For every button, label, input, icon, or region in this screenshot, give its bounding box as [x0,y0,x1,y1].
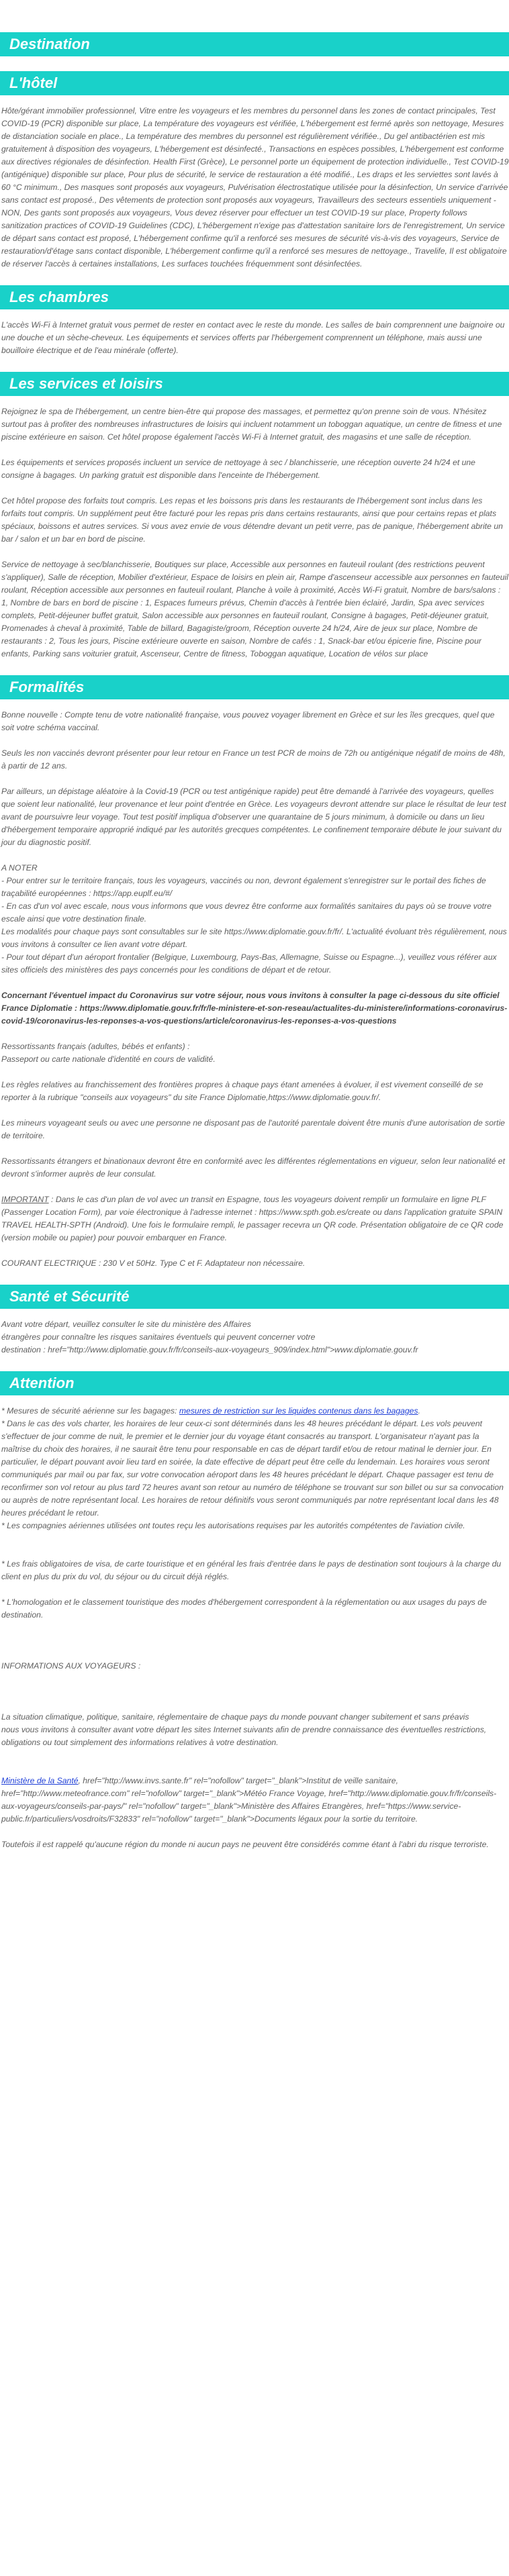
section-health [0,1285,509,1356]
formalities-nationals-documents: Passeport ou carte nationale d'identité en cours de validité. [1,1054,216,1064]
attention-item-1 [1,1405,509,1418]
formalities-border-rules: Les règles relatives au franchissement des frontières propres à chaque pays étant amenées à évoluer, il est vivement conseillé de se reporter à la rubrique "conseils aux voyageurs" du site France Diplomatie,https://www.diplomatie.gouv.fr/. [1,1080,483,1102]
formalities-paragraph-3: Par ailleurs, un dépistage aléatoire à la Covid-19 (PCR ou test antigénique rapide) peut être demandé à l'arrivée des voyageurs, quelles que soient leur nationalité, leur provenance et leur point d'entrée en Grèce. Les voyageurs devront attendre sur place le résultat de leur test avant de poursuivre leur voyage. Tout test positif impliqua d'observer une quarantaine de 5 jours minimum, à domicile ou dans un lieu d'hébergement temporaire approprié indiqué par les autorités grecques compétentes. Le confinement temporaire débute le jour suivant du jour du diagnostic positif. [1,787,506,847]
formalities-paragraph-2: Seuls les non vaccinés devront présenter pour leur retour en France un test PCR de moins de 72h ou antigénique négatif de moins de 48h, à partir de 12 ans. [1,748,506,771]
attention-item-1-end: . [418,1406,420,1416]
services-paragraph-3: Cet hôtel propose des forfaits tout compris. Les repas et les boissons pris dans les restaurants de l'hébergement sont inclus dans les forfaits tout compris. Un supplément peut être facturé pour les repas pris dans certains restaurants, ainsi que pour certains repas et plats spéciaux, boissons et autres services. Si vous avez envie de vous détendre devant un petit verre, pas de panique, l'hébergement abrite un bar / salon et un bar en bord de piscine. [1,496,503,544]
formalities-note-3: Les modalités pour chaque pays sont consultables sur le site https://www.diplomatie.gouv.fr/fr/. L'actualité évoluant très régulièrement, nous vous invitons à consulter ce lien avant votre départ. [1,927,507,949]
formalities-electric-current: COURANT ELECTRIQUE : 230 V et 50Hz. Type C et F. Adaptateur non nécessaire. [1,1258,306,1268]
formalities-paragraph-1: Bonne nouvelle : Compte tenu de votre nationalité française, vous pouvez voyager librement en Grèce et sur les îles grecques, quel que soit votre schéma vaccinal. [1,710,495,732]
formalities-important [1,1193,509,1244]
services-paragraph-2: Les équipements et services proposés incluent un service de nettoyage à sec / blanchisserie, une réception ouverte 24 h/24 et une consigne à bagages. Un parking gratuit est disponible dans l'enceinte de l'hébergement. [1,458,475,480]
attention-item-5: * L'homologation et le classement touristique des modes d'hébergement correspondent à la réglementation ou aux usages du pays de destination. [1,1597,487,1620]
health-line-1: Avant votre départ, veuillez consulter le site du ministère des Affaires [1,1320,251,1329]
travellers-info-advice: nous vous invitons à consulter avant votre départ les sites Internet suivants afin de prendre connaissance des éventuelles restrictions, obligations ou tout simplement des informations relatives à votre destination. [1,1725,487,1747]
section-rooms [0,285,509,357]
formalities-foreigners: Ressortissants étrangers et binationaux devront être en conformité avec les différentes réglementations en vigueur, selon leur nationalité et devront s'informer auprès de leur consulat. [1,1156,505,1179]
section-formalities [0,675,509,1270]
section-title-rooms: Les chambres [0,285,509,309]
hotel-description: Hôte/gérant immobilier professionnel, Vitre entre les voyageurs et les membres du personnel dans les zones de contact principales, Test COVID-19 (PCR) disponible sur place, La température des voyageurs est vérifiée, L'hébergement est fermé après son nettoyage, Mesures de distanciation sociale en place., La température des membres du personnel est régulièrement vérifiée., Du gel antibactérien est mis gratuitement à disposition des voyageurs, L'hébergement est désinfecté., Transactions en espèces possibles, L'hébergement est conforme aux directives régionales de désinfection. Health First (Grèce), Le personnel porte un équipement de protection individuelle., Test COVID-19 (antigénique) disponible sur place, Pour plus de sécurité, le service de restauration a été modifié., Les draps et les serviettes sont lavés à 60 °C minimum., Des masques sont proposés aux voyageurs, Pulvérisation électrostatique utilisée pour la désinfection, Un service d'arrivée sans contact est proposé., Des vêtements de protection sont proposés aux voyageurs, Travailleurs des secteurs essentiels uniquement - NON, Des gants sont proposés aux voyageurs, Vous devez réserver pour effectuer un test COVID-19 sur place, Property follows sanitization practices of COVID-19 Guidelines (CDC), L'hébergement n'exige pas d'attestation sanitaire lors de l'enregistrement, Un service de départ sans contact est proposé, L'hébergement confirme qu'il a renforcé ses mesures de sécurité vis-à-vis des voyageurs, Service de restauration/d'étage sans contact disponible, L'hébergement confirme qu'il a renforcé ses mesures de nettoyage., Travelife, Il est obligatoire de réserver l'accès à certaines installations, Les surfaces touchées fréquemment sont désinfectées. [1,106,509,268]
attention-item-2: * Dans le cas des vols charter, les horaires de leur ceux-ci sont déterminés dans les 48 heures précédant le départ. Les vols peuvent s'effectuer de jour comme de nuit, le premier et le dernier jour du voyage étant consacrés au transport. L'organisateur n'ayant pas la maîtrise du choix des horaires, il ne saurait être tenu pour responsable en cas de départ tardif et/ou de retour matinal le dernier jour. En particulier, le départ pouvant avoir lieu tard en soirée, la date effective de départ peut être celle du lendemain. Les horaires vous seront communiqués par mail ou par fax, sur votre convocation aéroport dans les 48 heures précédant le départ. Chaque passager est tenu de reconfirmer son vol retour au plus tard 72 heures avant son retour au numéro de téléphone se trouvant sur son billet ou sur sa convocation ou auprès de notre représentant local. Les horaires de retour définitifs vous seront communiqués par notre représentant local dans les 48 heures précédant le retour. [1,1419,504,1518]
ministere-sante-link[interactable]: Ministère de la Santé [1,1776,79,1785]
formalities-note-heading: A NOTER [1,863,38,873]
formalities-nationals-heading: Ressortissants français (adultes, bébés et enfants) : [1,1042,190,1051]
formalities-coronavirus-warning: Concernant l'éventuel impact du Coronavirus sur votre séjour, nous vous invitons à consulter la page ci-dessous du site officiel France Diplomatie : https://www.diplomatie.gouv.fr/fr/le-ministere-et-son-reseau/actualites-du-ministere/informations-coronavirus-covid-19/coronavirus-les-reponses-a-vos-questions/article/coronavirus-les-reponses-a-vos-questions [1,991,508,1026]
section-title-attention: Attention [0,1371,509,1395]
services-paragraph-1: Rejoignez le spa de l'hébergement, un centre bien-être qui propose des massages, et permettez qu'on prenne soin de vous. N'hésitez surtout pas à profiter des nombreuses infrastructures de loisirs qui incluent notamment un toboggan aquatique, un centre de fitness et une piscine extérieure en saison. Cet hôtel propose également l'accès Wi-Fi à Internet gratuit, des magasins et une salle de réception. [1,407,502,442]
section-hotel [0,71,509,270]
formalities-minors: Les mineurs voyageant seuls ou avec une personne ne disposant pas de l'autorité parentale doivent être munis d'une autorisation de sortie de territoire. [1,1118,505,1140]
formalities-note-2: - En cas d'un vol avec escale, nous vous informons que vous devrez être conforme aux formalités sanitaires du pays où se trouve votre escale ainsi que votre destination finale. [1,901,492,924]
section-title-hotel: L'hôtel [0,71,509,95]
section-title-health: Santé et Sécurité [0,1285,509,1309]
travellers-info-links [1,1775,509,1826]
section-title-destination: Destination [0,32,509,56]
travellers-info-links-text: , href="http://www.invs.sante.fr" rel="nofollow" target="_blank">Institut de veille sanitaire, href="http://www.meteofrance.com" rel="nofollow" target="_blank">Météo France Voyage, href="http://www.diplomatie.gouv.fr/fr/conseils-aux-voyageurs/conseils-par-pays/" rel="nofollow" target="_blank">Ministère des Affaires Etrangères, href="https://www.service-public.fr/particuliers/vosdroits/F32833" rel="nofollow" target="_blank">Documents légaux pour la sortie du territoire. [1,1776,497,1824]
section-attention [0,1371,509,1851]
section-title-formalities: Formalités [0,675,509,699]
health-line-2: étrangères pour connaître les risques sanitaires éventuels qui peuvent concerner votre [1,1332,316,1342]
health-line-3: destination : href="http://www.diplomatie.gouv.fr/fr/conseils-aux-voyageurs_909/index.html">www.diplomatie.gouv.fr [1,1345,418,1354]
section-services [0,372,509,660]
attention-item-3: * Les compagnies aériennes utilisées ont toutes reçu les autorisations requises par les autorités compétentes de l'aviation civile. [1,1521,465,1530]
attention-item-1-text: * Mesures de sécurité aérienne sur les bagages: [1,1406,179,1416]
attention-item-4: * Les frais obligatoires de visa, de carte touristique et en général les frais d'entrée dans le pays de destination sont toujours à la charge du client en plus du prix du vol, du séjour ou du circuit déjà réglés. [1,1559,502,1581]
formalities-note-1: - Pour entrer sur le territoire français, tous les voyageurs, vaccinés ou non, devront également s'enregistrer sur le portail des fiches de traçabilité européennes : https://app.euplf.eu/#/ [1,876,486,898]
important-text: : Dans le cas d'un plan de vol avec un transit en Espagne, tous les voyageurs doivent remplir un formulaire en ligne PLF (Passenger Location Form), par voie électronique à l'adresse internet : https://www.spth.gob.es/create ou dans l'application gratuite SPAIN TRAVEL HEALTH-SPTH (Android). Une fois le formulaire rempli, le passager recevra un QR code. Présentation obligatoire de ce QR code (version mobile ou papier) pour pouvoir embarquer en France. [1,1195,504,1242]
section-destination [0,32,509,56]
travellers-info-situation: La situation climatique, politique, sanitaire, réglementaire de chaque pays du monde pouvant changer subitement et sans préavis [1,1712,469,1722]
liquid-restrictions-link[interactable]: mesures de restriction sur les liquides contenus dans les bagages [179,1406,418,1416]
important-label: IMPORTANT [1,1195,49,1204]
section-title-services: Les services et loisirs [0,372,509,396]
travellers-info-heading: INFORMATIONS AUX VOYAGEURS : [1,1661,141,1671]
services-amenities-list: Service de nettoyage à sec/blanchisserie, Boutiques sur place, Accessible aux personnes en fauteuil roulant (des restrictions peuvent s'appliquer), Salle de réception, Mobilier d'extérieur, Espace de loisirs en plein air, Rampe d'ascenseur accessible aux personnes en fauteuil roulant, Réception accessible aux personnes en fauteuil roulant, Planche à voile à proximité, Accès Wi-Fi gratuit, Nombre de bars/salons : 1, Nombre de bars en bord de piscine : 1, Espaces fumeurs prévus, Chemin d'accès à l'entrée bien éclairé, Jardin, Spa avec services complets, Petit-déjeuner buffet gratuit, Salon accessible aux personnes en fauteuil roulant, Consigne à bagages, Petit-déjeuner gratuit, Promenades à cheval à proximité, Table de billard, Bagagiste/groom, Réception ouverte 24 h/24, Aire de jeux sur place, Nombre de restaurants : 2, Tous les jours, Piscine extérieure ouverte en saison, Nombre de cafés : 1, Snack-bar et/ou épicerie fine, Piscine pour enfants, Parking sans voiturier gratuit, Ascenseur, Centre de fitness, Toboggan aquatique, Location de vélos sur place [1,560,508,658]
formalities-note-4: - Pour tout départ d'un aéroport frontalier (Belgique, Luxembourg, Pays-Bas, Allemagne, Suisse ou Espagne...), veuillez vous référer aux sites officiels des ministères des pays concernés pour les conditions de départ et de retour. [1,952,497,975]
terrorism-risk-note: Toutefois il est rappelé qu'aucune région du monde ni aucun pays ne peuvent être considérés comme étant à l'abri du risque terroriste. [1,1840,489,1849]
rooms-description: L'accès Wi-Fi à Internet gratuit vous permet de rester en contact avec le reste du monde. Les salles de bain comprennent une baignoire ou une douche et un sèche-cheveux. Les équipements et services offerts par l'hébergement comprennent un téléphone, mais aussi une bouilloire électrique et de l'eau minérale (offerte). [1,320,505,355]
